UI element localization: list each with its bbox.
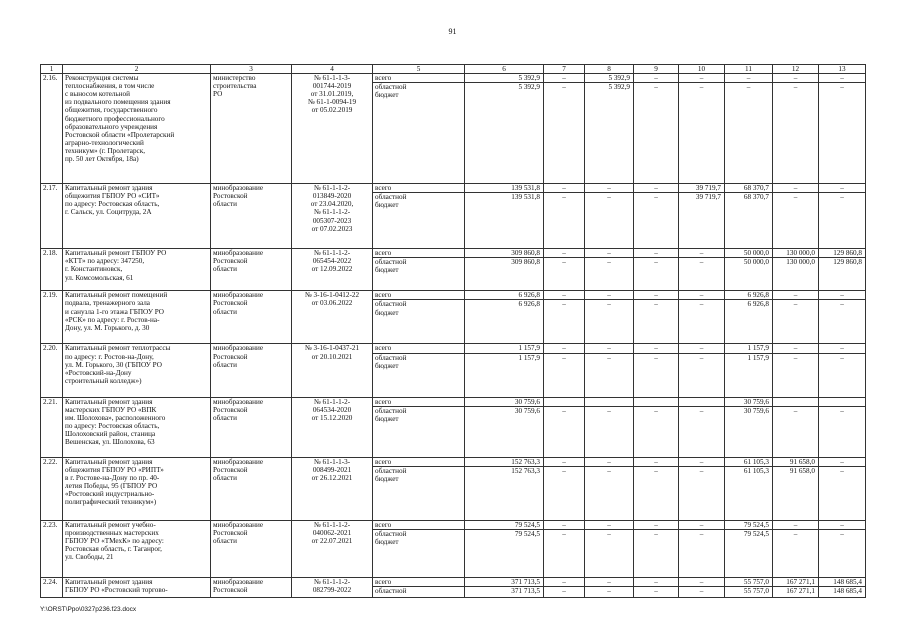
amount-cell: –: [544, 586, 585, 597]
funding-source: областной бюджет: [373, 300, 465, 344]
funding-source: областной бюджет: [373, 258, 465, 291]
amount-cell: –: [544, 529, 585, 577]
column-header: 4: [292, 65, 373, 74]
amount-cell: –: [634, 249, 679, 258]
item-number: 2.18.: [41, 249, 63, 291]
item-name: Реконструкция системы теплоснабжения, в том числе с выносом котельной из подвального помещения здания общежития, государственного бюджетного профессионального образовательного учреждения Ростовской области «Пролетарский аграрно-технологический техникум» (г. Пролетарск, пр. 50 лет Октября, 18а): [63, 74, 211, 184]
amount-cell: 79 524,5: [725, 529, 773, 577]
amount-cell: –: [585, 258, 634, 291]
amount-cell: –: [544, 344, 585, 353]
amount-cell: –: [544, 300, 585, 344]
amount-cell: –: [773, 291, 819, 300]
funding-source: всего: [373, 577, 465, 586]
amount-cell: –: [634, 291, 679, 300]
amount-cell: –: [585, 457, 634, 466]
amount-cell: –: [679, 466, 725, 520]
amount-cell: –: [544, 249, 585, 258]
item-document: № 61-1-1-2- 040062-2021 от 22.07.2021: [292, 520, 373, 577]
amount-cell: –: [819, 529, 866, 577]
column-header: 6: [465, 65, 544, 74]
item-name: Капитальный ремонт здания ГБПОУ РО «Ростовский торгово-: [63, 577, 211, 597]
amount-cell: 130 000,0: [773, 249, 819, 258]
funding-source: областной бюджет: [373, 466, 465, 520]
funding-source: всего: [373, 397, 465, 406]
amount-cell: –: [773, 520, 819, 529]
amount-cell: [585, 397, 634, 406]
funding-source: всего: [373, 520, 465, 529]
item-customer: минобразование Ростовской области: [211, 397, 292, 457]
amount-cell: 139 531,8: [465, 193, 544, 249]
funding-source: всего: [373, 249, 465, 258]
item-number: 2.23.: [41, 520, 63, 577]
amount-cell: –: [544, 520, 585, 529]
amount-cell: –: [819, 300, 866, 344]
amount-cell: –: [585, 466, 634, 520]
amount-cell: 39 719,7: [679, 193, 725, 249]
amount-cell: 6 926,8: [465, 300, 544, 344]
funding-source: всего: [373, 74, 465, 83]
amount-cell: –: [544, 406, 585, 457]
amount-cell: –: [634, 406, 679, 457]
amount-cell: –: [679, 291, 725, 300]
amount-cell: –: [585, 300, 634, 344]
header-row: [41, 65, 866, 74]
amount-cell: 167 271,1: [773, 577, 819, 586]
file-path-footer: Y:\ORST\Ppo\0327p236.f23.docx: [40, 606, 137, 613]
amount-cell: –: [773, 353, 819, 397]
amount-cell: –: [773, 406, 819, 457]
amount-cell: –: [634, 258, 679, 291]
item-number: 2.22.: [41, 457, 63, 520]
amount-cell: –: [544, 74, 585, 83]
amount-cell: –: [544, 457, 585, 466]
amount-cell: 30 759,6: [465, 397, 544, 406]
item-customer: минобразование Ростовской: [211, 577, 292, 597]
item-document: № 61-1-1-2- 064534-2020 от 15.12.2020: [292, 397, 373, 457]
amount-cell: 5 392,9: [585, 83, 634, 184]
amount-cell: –: [585, 406, 634, 457]
funding-source: областной бюджет: [373, 529, 465, 577]
column-header: 9: [634, 65, 679, 74]
item-customer: минобразование Ростовской области: [211, 457, 292, 520]
amount-cell: [634, 397, 679, 406]
amount-cell: –: [634, 520, 679, 529]
item-name: Капитальный ремонт ГБПОУ РО «КТТ» по адресу: 347250, г. Константиновск, ул. Комсомольская, 61: [63, 249, 211, 291]
amount-cell: –: [819, 74, 866, 83]
amount-cell: 61 105,3: [725, 457, 773, 466]
item-name: Капитальный ремонт здания мастерских ГБПОУ РО «ВПК им. Шолохова», расположенного по адресу: Ростовская область, Шолоховский район, станица Вешенская, ул. Шолохова, 63: [63, 397, 211, 457]
amount-cell: –: [679, 353, 725, 397]
amount-cell: 5 392,9: [465, 74, 544, 83]
item-name: Капитальный ремонт помещений подвала, тренажерного зала и санузла 1-го этажа ГБПОУ РО «РСК» по адресу: г. Ростов-на- Дону, ул. М. Горького, д. 30: [63, 291, 211, 344]
amount-cell: 61 105,3: [725, 466, 773, 520]
amount-cell: 68 370,7: [725, 193, 773, 249]
funding-source: областной бюджет: [373, 406, 465, 457]
amount-cell: –: [634, 344, 679, 353]
amount-cell: 1 157,9: [465, 353, 544, 397]
amount-cell: –: [725, 74, 773, 83]
amount-cell: 309 860,8: [465, 249, 544, 258]
amount-cell: –: [773, 344, 819, 353]
item-number: 2.19.: [41, 291, 63, 344]
amount-cell: –: [679, 577, 725, 586]
amount-cell: –: [634, 83, 679, 184]
amount-cell: –: [544, 466, 585, 520]
amount-cell: –: [819, 184, 866, 193]
page-number: 91: [448, 27, 457, 36]
column-header: 1: [41, 65, 63, 74]
amount-cell: 371 713,5: [465, 577, 544, 586]
amount-cell: –: [773, 83, 819, 184]
amount-cell: –: [819, 353, 866, 397]
amount-cell: 79 524,5: [725, 520, 773, 529]
amount-cell: –: [679, 258, 725, 291]
funding-source: областной бюджет: [373, 353, 465, 397]
amount-cell: 1 157,9: [465, 344, 544, 353]
investment-table: [40, 64, 866, 598]
amount-cell: –: [544, 353, 585, 397]
amount-cell: –: [773, 300, 819, 344]
column-header: 3: [211, 65, 292, 74]
amount-cell: 50 000,0: [725, 258, 773, 291]
column-header: 7: [544, 65, 585, 74]
amount-cell: –: [819, 457, 866, 466]
amount-cell: –: [679, 586, 725, 597]
item-customer: минобразование Ростовской области: [211, 520, 292, 577]
table-row: [41, 344, 866, 353]
amount-cell: –: [544, 291, 585, 300]
amount-cell: –: [544, 577, 585, 586]
item-document: № 61-1-1-2- 013849-2020 от 23.04.2020, № 61-1-1-2- 005307-2023 от 07.02.2023: [292, 184, 373, 249]
amount-cell: –: [634, 457, 679, 466]
amount-cell: [544, 397, 585, 406]
amount-cell: 129 860,8: [819, 258, 866, 291]
amount-cell: –: [585, 249, 634, 258]
item-name: Капитальный ремонт здания общежития ГБПОУ РО «РИПТ» в г. Ростове-на-Дону по пр. 40- летия Победы, 95 (ГБПОУ РО «Ростовский индустриально- полиграфический техникум»): [63, 457, 211, 520]
amount-cell: –: [679, 457, 725, 466]
amount-cell: 91 658,0: [773, 466, 819, 520]
table-row: [41, 520, 866, 529]
item-number: 2.16.: [41, 74, 63, 184]
amount-cell: 1 157,9: [725, 353, 773, 397]
amount-cell: 79 524,5: [465, 529, 544, 577]
column-header: 11: [725, 65, 773, 74]
amount-cell: –: [819, 520, 866, 529]
amount-cell: –: [585, 520, 634, 529]
amount-cell: –: [773, 193, 819, 249]
item-document: № 3-16-1-0412-22 от 03.06.2022: [292, 291, 373, 344]
amount-cell: –: [585, 291, 634, 300]
amount-cell: –: [634, 193, 679, 249]
amount-cell: –: [585, 586, 634, 597]
amount-cell: 5 392,9: [465, 83, 544, 184]
amount-cell: –: [634, 586, 679, 597]
funding-source: всего: [373, 291, 465, 300]
table-row: [41, 249, 866, 258]
amount-cell: –: [585, 529, 634, 577]
amount-cell: 68 370,7: [725, 184, 773, 193]
amount-cell: 55 757,0: [725, 586, 773, 597]
column-header: 10: [679, 65, 725, 74]
item-customer: минобразование Ростовской области: [211, 249, 292, 291]
item-number: 2.21.: [41, 397, 63, 457]
amount-cell: –: [585, 353, 634, 397]
funding-source: областной: [373, 586, 465, 597]
item-customer: минобразование Ростовской области: [211, 291, 292, 344]
amount-cell: –: [679, 74, 725, 83]
amount-cell: –: [634, 353, 679, 397]
amount-cell: 152 763,3: [465, 466, 544, 520]
amount-cell: –: [585, 193, 634, 249]
funding-source: областной бюджет: [373, 193, 465, 249]
amount-cell: 1 157,9: [725, 344, 773, 353]
item-customer: минобразование Ростовской области: [211, 184, 292, 249]
amount-cell: 130 000,0: [773, 258, 819, 291]
amount-cell: –: [773, 529, 819, 577]
amount-cell: –: [679, 344, 725, 353]
amount-cell: 309 860,8: [465, 258, 544, 291]
amount-cell: –: [634, 577, 679, 586]
table-row: [41, 184, 866, 193]
item-document: № 3-16-1-0437-21 от 20.10.2021: [292, 344, 373, 397]
column-header: 5: [373, 65, 465, 74]
item-name: Капитальный ремонт учебно- производственных мастерских ГБПОУ РО «ТМехК» по адресу: Ростовская область, г. Таганрог, ул. Свободы, 21: [63, 520, 211, 577]
amount-cell: 139 531,8: [465, 184, 544, 193]
amount-cell: 39 719,7: [679, 184, 725, 193]
amount-cell: [773, 397, 819, 406]
amount-cell: –: [679, 300, 725, 344]
amount-cell: –: [819, 193, 866, 249]
amount-cell: 91 658,0: [773, 457, 819, 466]
item-name: Капитальный ремонт здания общежития ГБПОУ РО «СИТ» по адресу: Ростовская область, г. Сальск, ул. Социтруда, 2А: [63, 184, 211, 249]
amount-cell: 30 759,6: [725, 397, 773, 406]
amount-cell: –: [585, 184, 634, 193]
funding-source: всего: [373, 184, 465, 193]
column-header: 8: [585, 65, 634, 74]
amount-cell: –: [819, 291, 866, 300]
amount-cell: 148 685,4: [819, 577, 866, 586]
amount-cell: –: [679, 249, 725, 258]
amount-cell: 5 392,9: [585, 74, 634, 83]
funding-source: всего: [373, 457, 465, 466]
item-document: № 61-1-1-3- 001744-2019 от 31.01.2019, № 61-1-0094-19 от 05.02.2019: [292, 74, 373, 184]
amount-cell: [819, 397, 866, 406]
amount-cell: –: [634, 529, 679, 577]
column-header: 13: [819, 65, 866, 74]
item-number: 2.17.: [41, 184, 63, 249]
item-document: № 61-1-1-2- 065454-2022 от 12.09.2022: [292, 249, 373, 291]
amount-cell: 6 926,8: [725, 300, 773, 344]
amount-cell: –: [544, 83, 585, 184]
amount-cell: –: [634, 466, 679, 520]
amount-cell: –: [773, 74, 819, 83]
item-name: Капитальный ремонт теплотрассы по адресу: г. Ростов-на-Дону, ул. М. Горького, 30 (ГБПОУ РО «Ростовский-на-Дону строительный колледж»): [63, 344, 211, 397]
item-number: 2.24.: [41, 577, 63, 597]
column-header: 2: [63, 65, 211, 74]
funding-source: областной бюджет: [373, 83, 465, 184]
table-row: [41, 397, 866, 406]
item-customer: минобразование Ростовской области: [211, 344, 292, 397]
item-number: 2.20.: [41, 344, 63, 397]
amount-cell: –: [679, 529, 725, 577]
amount-cell: –: [819, 83, 866, 184]
amount-cell: –: [725, 83, 773, 184]
amount-cell: 6 926,8: [465, 291, 544, 300]
amount-cell: –: [634, 300, 679, 344]
amount-cell: 30 759,6: [465, 406, 544, 457]
amount-cell: –: [634, 74, 679, 83]
amount-cell: 129 860,8: [819, 249, 866, 258]
item-document: № 61-1-1-3- 008499-2021 от 26.12.2021: [292, 457, 373, 520]
amount-cell: –: [634, 184, 679, 193]
amount-cell: –: [544, 193, 585, 249]
table-row: [41, 577, 866, 586]
amount-cell: –: [819, 406, 866, 457]
amount-cell: –: [544, 184, 585, 193]
amount-cell: 152 763,3: [465, 457, 544, 466]
amount-cell: 30 759,6: [725, 406, 773, 457]
funding-source: всего: [373, 344, 465, 353]
amount-cell: [679, 397, 725, 406]
amount-cell: –: [679, 406, 725, 457]
amount-cell: 167 271,1: [773, 586, 819, 597]
amount-cell: 50 000,0: [725, 249, 773, 258]
amount-cell: –: [679, 83, 725, 184]
amount-cell: 55 757,0: [725, 577, 773, 586]
amount-cell: –: [819, 344, 866, 353]
amount-cell: –: [819, 466, 866, 520]
amount-cell: –: [679, 520, 725, 529]
amount-cell: –: [544, 258, 585, 291]
amount-cell: 6 926,8: [725, 291, 773, 300]
amount-cell: –: [585, 344, 634, 353]
amount-cell: –: [773, 184, 819, 193]
column-header: 12: [773, 65, 819, 74]
item-customer: министерство строительства РО: [211, 74, 292, 184]
table-row: [41, 74, 866, 83]
amount-cell: 148 685,4: [819, 586, 866, 597]
table-row: [41, 291, 866, 300]
amount-cell: 79 524,5: [465, 520, 544, 529]
amount-cell: –: [585, 577, 634, 586]
table-row: [41, 457, 866, 466]
item-document: № 61-1-1-2- 082799-2022: [292, 577, 373, 597]
amount-cell: 371 713,5: [465, 586, 544, 597]
